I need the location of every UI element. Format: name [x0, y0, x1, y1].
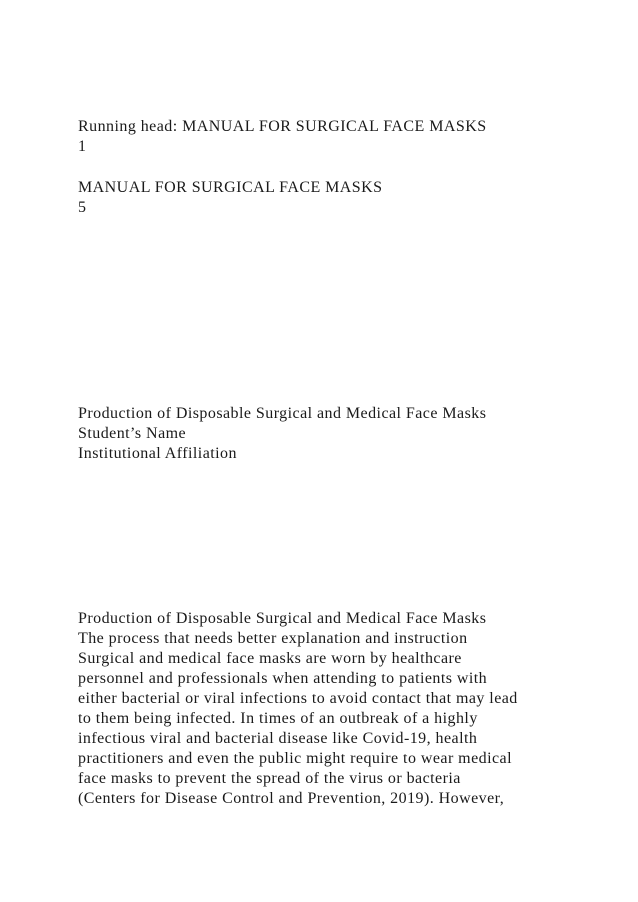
running-head-short: MANUAL FOR SURGICAL FACE MASKS: [78, 179, 383, 196]
body-text-line: to them being infected. In times of an outbreak of a highly: [78, 710, 478, 727]
institutional-affiliation: Institutional Affiliation: [78, 445, 237, 462]
body-text-line: (Centers for Disease Control and Prevention, 2019). However,: [78, 790, 505, 807]
body-text-line: practitioners and even the public might require to wear medical: [78, 750, 512, 767]
section-heading: Production of Disposable Surgical and Medical Face Masks: [78, 610, 487, 627]
body-text-line: face masks to prevent the spread of the virus or bacteria: [78, 770, 461, 787]
page-number: 1: [78, 138, 87, 155]
body-text-line: either bacterial or viral infections to avoid contact that may lead: [78, 690, 518, 707]
body-text-line: Surgical and medical face masks are worn by healthcare: [78, 650, 462, 667]
body-text-line: infectious viral and bacterial disease like Covid-19, health: [78, 730, 478, 747]
paper-title: Production of Disposable Surgical and Medical Face Masks: [78, 405, 487, 422]
running-head: Running head: MANUAL FOR SURGICAL FACE MASKS: [78, 118, 487, 135]
student-name: Student’s Name: [78, 425, 187, 442]
page-number: 5: [78, 199, 87, 216]
section-subheading: The process that needs better explanation and instruction: [78, 630, 468, 647]
body-text-line: personnel and professionals when attending to patients with: [78, 670, 488, 687]
